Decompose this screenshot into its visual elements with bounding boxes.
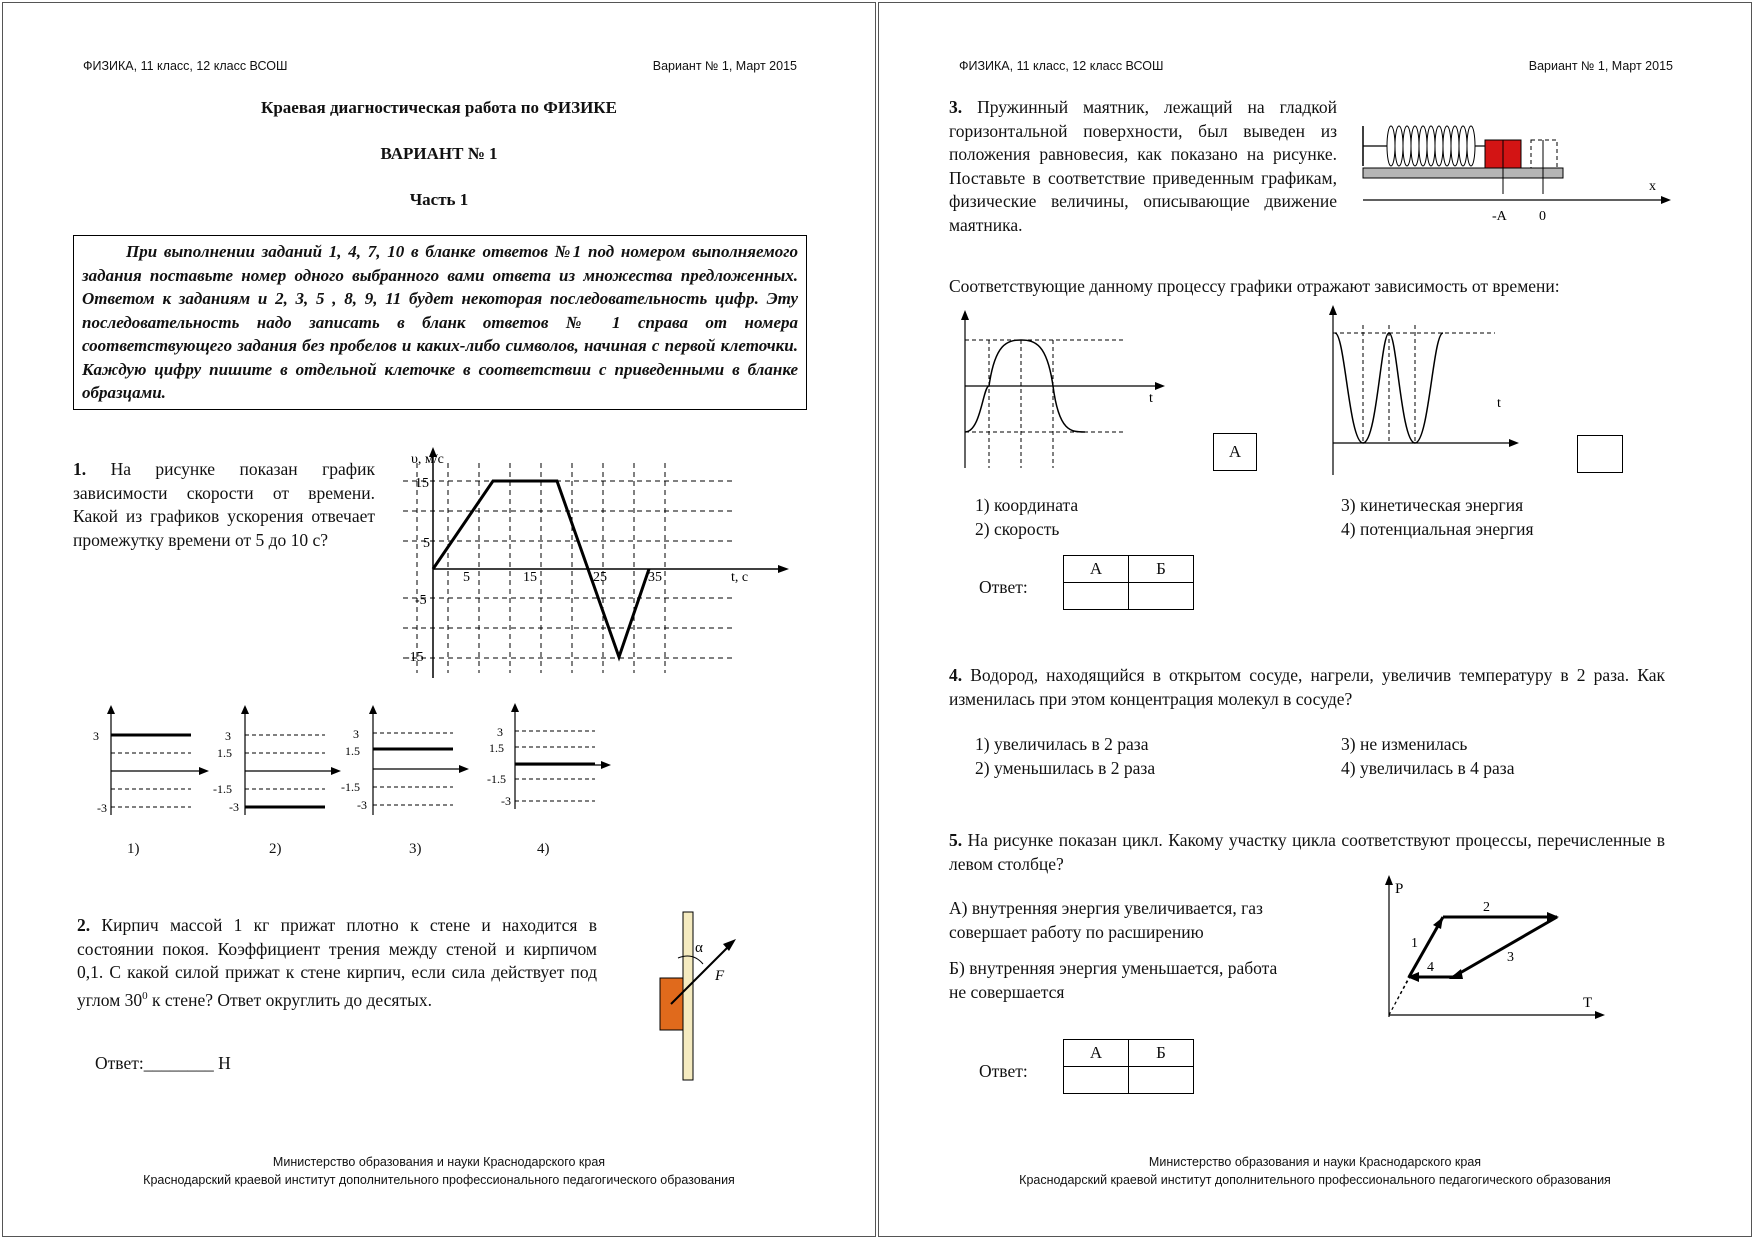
g2-tick-3: 3 [225,729,231,743]
g2-tick-minus-3: -3 [229,800,239,814]
question-text: На рисунке показан график зависимости скорости от времени. Какой из графиков ускорения отвечает промежутку времени от 5 до 10 с? [73,459,375,550]
header-right: Вариант № 1, Март 2015 [652,59,797,73]
question-4 [949,664,1665,711]
question-number: 4. [949,665,963,685]
q3-option-1: 1) координата [975,495,1079,515]
q4-option-2: 2) уменьшилась в 2 раза [975,758,1156,778]
g3-tick-minus-1-5: -1.5 [341,780,360,794]
header-left: ФИЗИКА, 11 класс, 12 класс ВСОШ [959,59,1164,73]
question-text-end: к стене? Ответ округлить до десятых. [147,989,432,1010]
footer-line-2: Краснодарский краевой институт дополнительного профессионального педагогического образования [1019,1173,1611,1187]
q3-answer-label: Ответ: [979,577,1028,597]
instructions-box: При выполнении заданий 1, 4, 7, 10 в бланке ответов №1 под номером выполняемого задания поставьте номер одного выбранного вами ответа из множества предложенных. Ответом к заданиям и 2, 3, 5 , 8, 9, 11 будет некоторая последовательность цифр. Эту последовательность надо записать в бланк ответов № 1 справа от номера соответствующего задания без пробелов и каких-либо символов, начиная с первой клеточки. Каждую цифру пишите в отдельной клеточке в соответствии с приведенными в бланке образцами. [73,235,807,410]
q5-item-b: Б) внутренняя энергия уменьшается, работа не совершается [949,958,1278,1002]
graph-b-t-label: t [1497,396,1501,411]
answer-cell-b[interactable] [1129,1067,1194,1094]
ytick-15: 15 [415,476,429,491]
g1-tick-3: 3 [93,729,99,743]
segment-2-label: 2 [1483,900,1490,915]
spring-pendulum-figure [1359,118,1679,228]
q2-answer-line: Ответ:________ Н [95,1053,231,1073]
question-text: Кирпич массой 1 кг прижат плотно к стене и находится в состоянии покоя. Коэффициент трения между стеной и кирпичом 0,1. С какой силой прижат к стене кирпич, если сила действует под углом 30 [77,915,598,1010]
g3-tick-1-5: 1.5 [345,744,360,758]
graph-a-t-label: t [1149,391,1153,406]
label-zero: 0 [1539,209,1546,224]
xtick-5: 5 [463,570,470,585]
ytick-minus-5: -5 [415,593,427,608]
q1-option-3: 3) [409,841,422,857]
g4-tick-minus-1-5: -1.5 [487,772,506,786]
velocity-xlabel: t, с [731,570,749,585]
answer-header-a: А [1064,1040,1129,1067]
answer-box-a[interactable]: А [1213,433,1257,471]
header-left: ФИЗИКА, 11 класс, 12 класс ВСОШ [83,59,288,73]
xtick-25: 25 [593,570,607,585]
accel-graph-4 [473,703,623,813]
answer-header-b: Б [1129,556,1194,583]
g2-tick-1-5: 1.5 [217,746,232,760]
g4-tick-3: 3 [497,725,503,739]
g4-tick-minus-3: -3 [501,794,511,808]
question-text: Пружинный маятник, лежащий на гладкой горизонтальной поверхности, был выведен из положения равновесия, как показано на рисунке. Поставьте в соответствие приведенным графикам, физические величины, описывающие движение маятника. [949,97,1337,235]
footer-line-2: Краснодарский краевой институт дополнительного профессионального педагогического образования [143,1173,735,1187]
velocity-graph [393,443,793,683]
q3-subtext: Соответствующие данному процессу графики отражают зависимость от времени: [949,276,1560,296]
q1-option-4: 4) [537,841,550,857]
footer-line-1: Министерство образования и науки Краснодарского края [272,1155,606,1169]
g1-tick-minus-3: -3 [97,801,107,815]
q4-option-3: 3) не изменилась [1341,734,1468,754]
xtick-35: 35 [648,570,662,585]
question-5 [949,829,1665,876]
accel-graph-2 [213,703,343,823]
question-number: 2. [77,915,91,935]
g3-tick-minus-3: -3 [357,798,367,812]
graph-b [1325,303,1545,478]
answer-cell-b[interactable] [1129,583,1194,610]
question-number: 3. [949,97,963,117]
q1-option-1: 1) [127,841,140,857]
page-right [878,2,1752,1237]
question-1 [73,458,375,552]
page-left [2,2,876,1237]
ytick-5: 5 [423,536,430,551]
force-label: F [715,968,725,984]
ytick-minus-15: -15 [405,650,424,665]
cycle-pt-diagram [1379,871,1619,1021]
question-text: Водород, находящийся в открытом сосуде, нагрели, увеличив температуру в 2 раза. Как изменилась при этом концентрация молекул в сосуде? [949,665,1665,709]
label-minus-a: -A [1492,209,1507,224]
answer-cell-a[interactable] [1064,583,1129,610]
xtick-15: 15 [523,570,537,585]
segment-1-label: 1 [1411,936,1418,951]
question-number: 5. [949,830,963,850]
alpha-label: α [695,940,703,956]
footer-line-1: Министерство образования и науки Краснодарского края [1148,1155,1482,1169]
q5-answer-label: Ответ: [979,1061,1028,1081]
accel-graph-3 [341,703,471,823]
header-right: Вариант № 1, Март 2015 [1528,59,1673,73]
axis-x-label: x [1649,179,1656,194]
variant-title: ВАРИАНТ № 1 [380,144,498,163]
axis-t-label: T [1583,995,1593,1011]
segment-3-label: 3 [1507,950,1514,965]
q5-answer-table [1063,1039,1194,1094]
q3-option-3: 3) кинетическая энергия [1341,495,1524,515]
answer-header-b: Б [1129,1040,1194,1067]
q4-option-1: 1) увеличилась в 2 раза [975,734,1149,754]
q4-option-4: 4) увеличилась в 4 раза [1341,758,1515,778]
graph-a [959,308,1179,473]
part-title: Часть 1 [409,190,469,209]
question-3 [949,96,1337,237]
answer-cell-a[interactable] [1064,1067,1129,1094]
g2-tick-minus-1-5: -1.5 [213,782,232,796]
degree-superscript: 0 [142,989,148,1002]
brick-figure [653,908,743,1083]
answer-header-a: А [1064,556,1129,583]
g4-tick-1-5: 1.5 [489,741,504,755]
question-2 [77,914,597,1012]
q5-item-a: А) внутренняя энергия увеличивается, газ совершает работу по расширению [949,898,1263,942]
axis-p-label: P [1395,881,1404,897]
question-text: На рисунке показан цикл. Какому участку цикла соответствуют процессы, перечисленные в левом столбце? [949,830,1666,874]
q1-option-2: 2) [269,841,282,857]
question-number: 1. [73,459,87,479]
q3-option-2: 2) скорость [975,519,1060,539]
q3-answer-table [1063,555,1194,610]
accel-graph-1 [83,703,213,823]
answer-box-b[interactable] [1577,435,1623,473]
velocity-ylabel: υ, м/с [411,452,444,467]
g3-tick-3: 3 [353,727,359,741]
q3-option-4: 4) потенциальная энергия [1341,519,1534,539]
document-title: Краевая диагностическая работа по ФИЗИКЕ [261,98,617,117]
segment-4-label: 4 [1427,960,1434,975]
